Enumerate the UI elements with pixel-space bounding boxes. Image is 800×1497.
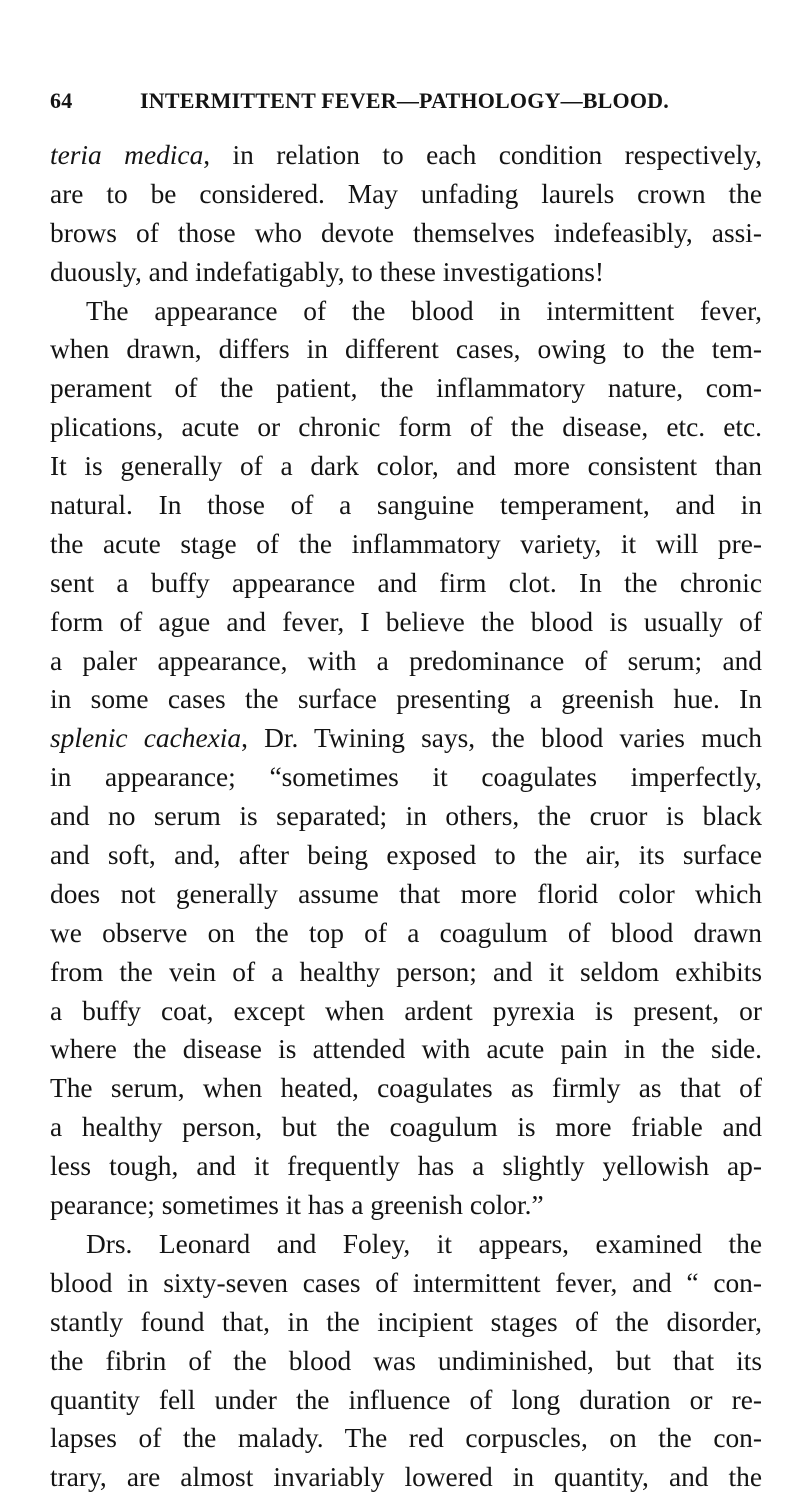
text-line: when drawn, differs in different cases, owing to the tem- xyxy=(50,334,762,365)
text-line: sent a buffy appearance and firm clot. In the chronic xyxy=(50,567,762,598)
text-line: trary, are almost invariably lowered in quantity, and the xyxy=(50,1462,762,1493)
body-text xyxy=(50,136,762,1497)
text-line: in appearance; “sometimes it coagulates imperfectly, xyxy=(50,762,762,793)
text-line: and no serum is separated; in others, the cruor is black xyxy=(50,801,762,832)
text-line: the fibrin of the blood was undiminished, but that its xyxy=(50,1345,762,1376)
text-line: quantity fell under the influence of long duration or re- xyxy=(50,1384,762,1415)
text-line: a paler appearance, with a predominance of serum; and xyxy=(50,645,762,676)
text-line: brows of those who devote themselves indefeasibly, assi- xyxy=(50,217,762,248)
text-line: splenic cachexia, Dr. Twining says, the blood varies much xyxy=(50,723,762,754)
text-line: pearance; sometimes it has a greenish color.” xyxy=(50,1190,544,1221)
text-line: does not generally assume that more florid color which xyxy=(50,878,762,909)
paragraph-start-line: The appearance of the blood in intermittent fever, xyxy=(86,295,762,326)
running-title: INTERMITTENT FEVER—PATHOLOGY—BLOOD. xyxy=(140,88,669,113)
text-line: a healthy person, but the coagulum is more friable and xyxy=(50,1112,762,1143)
text-line: less tough, and it frequently has a slightly yellowish ap- xyxy=(50,1151,762,1182)
italic-term: splenic cachexia xyxy=(50,723,242,754)
text-line: where the disease is attended with acute pain in the side. xyxy=(50,1034,762,1065)
text-line: from the vein of a healthy person; and it seldom exhibits xyxy=(50,956,762,987)
text-line: form of ague and fever, I believe the blood is usually of xyxy=(50,606,762,637)
text-line: The serum, when heated, coagulates as firmly as that of xyxy=(50,1073,762,1104)
text-line: and soft, and, after being exposed to the air, its surface xyxy=(50,840,762,871)
text-line: a buffy coat, except when ardent pyrexia is present, or xyxy=(50,995,762,1026)
text-line: we observe on the top of a coagulum of blood drawn xyxy=(50,917,762,948)
text-line: stantly found that, in the incipient stages of the disorder, xyxy=(50,1306,762,1337)
text-line: duously, and indefatigably, to these investigations! xyxy=(50,256,605,287)
text-line: lapses of the malady. The red corpuscles, on the con- xyxy=(50,1423,762,1454)
text-line: are to be considered. May unfading laurels crown the xyxy=(50,178,762,209)
text-line: perament of the patient, the inflammatory nature, com- xyxy=(50,373,762,404)
text-line: teria medica, in relation to each condition respectively, xyxy=(50,140,762,170)
text-line: plications, acute or chronic form of the disease, etc. etc. xyxy=(50,412,762,443)
paragraph-start-line: Drs. Leonard and Foley, it appears, examined the xyxy=(86,1228,762,1259)
text-line: in some cases the surface presenting a greenish hue. In xyxy=(50,684,762,715)
text-line: It is generally of a dark color, and more consistent than xyxy=(50,451,762,482)
text-line: the acute stage of the inflammatory variety, it will pre- xyxy=(50,528,762,559)
text-line: blood in sixty-seven cases of intermittent fever, and “ con- xyxy=(50,1267,762,1298)
running-head xyxy=(50,88,750,118)
page-number: 64 xyxy=(50,88,73,113)
text-line: natural. In those of a sanguine temperament, and in xyxy=(50,490,762,521)
italic-term: teria medica xyxy=(50,140,204,170)
